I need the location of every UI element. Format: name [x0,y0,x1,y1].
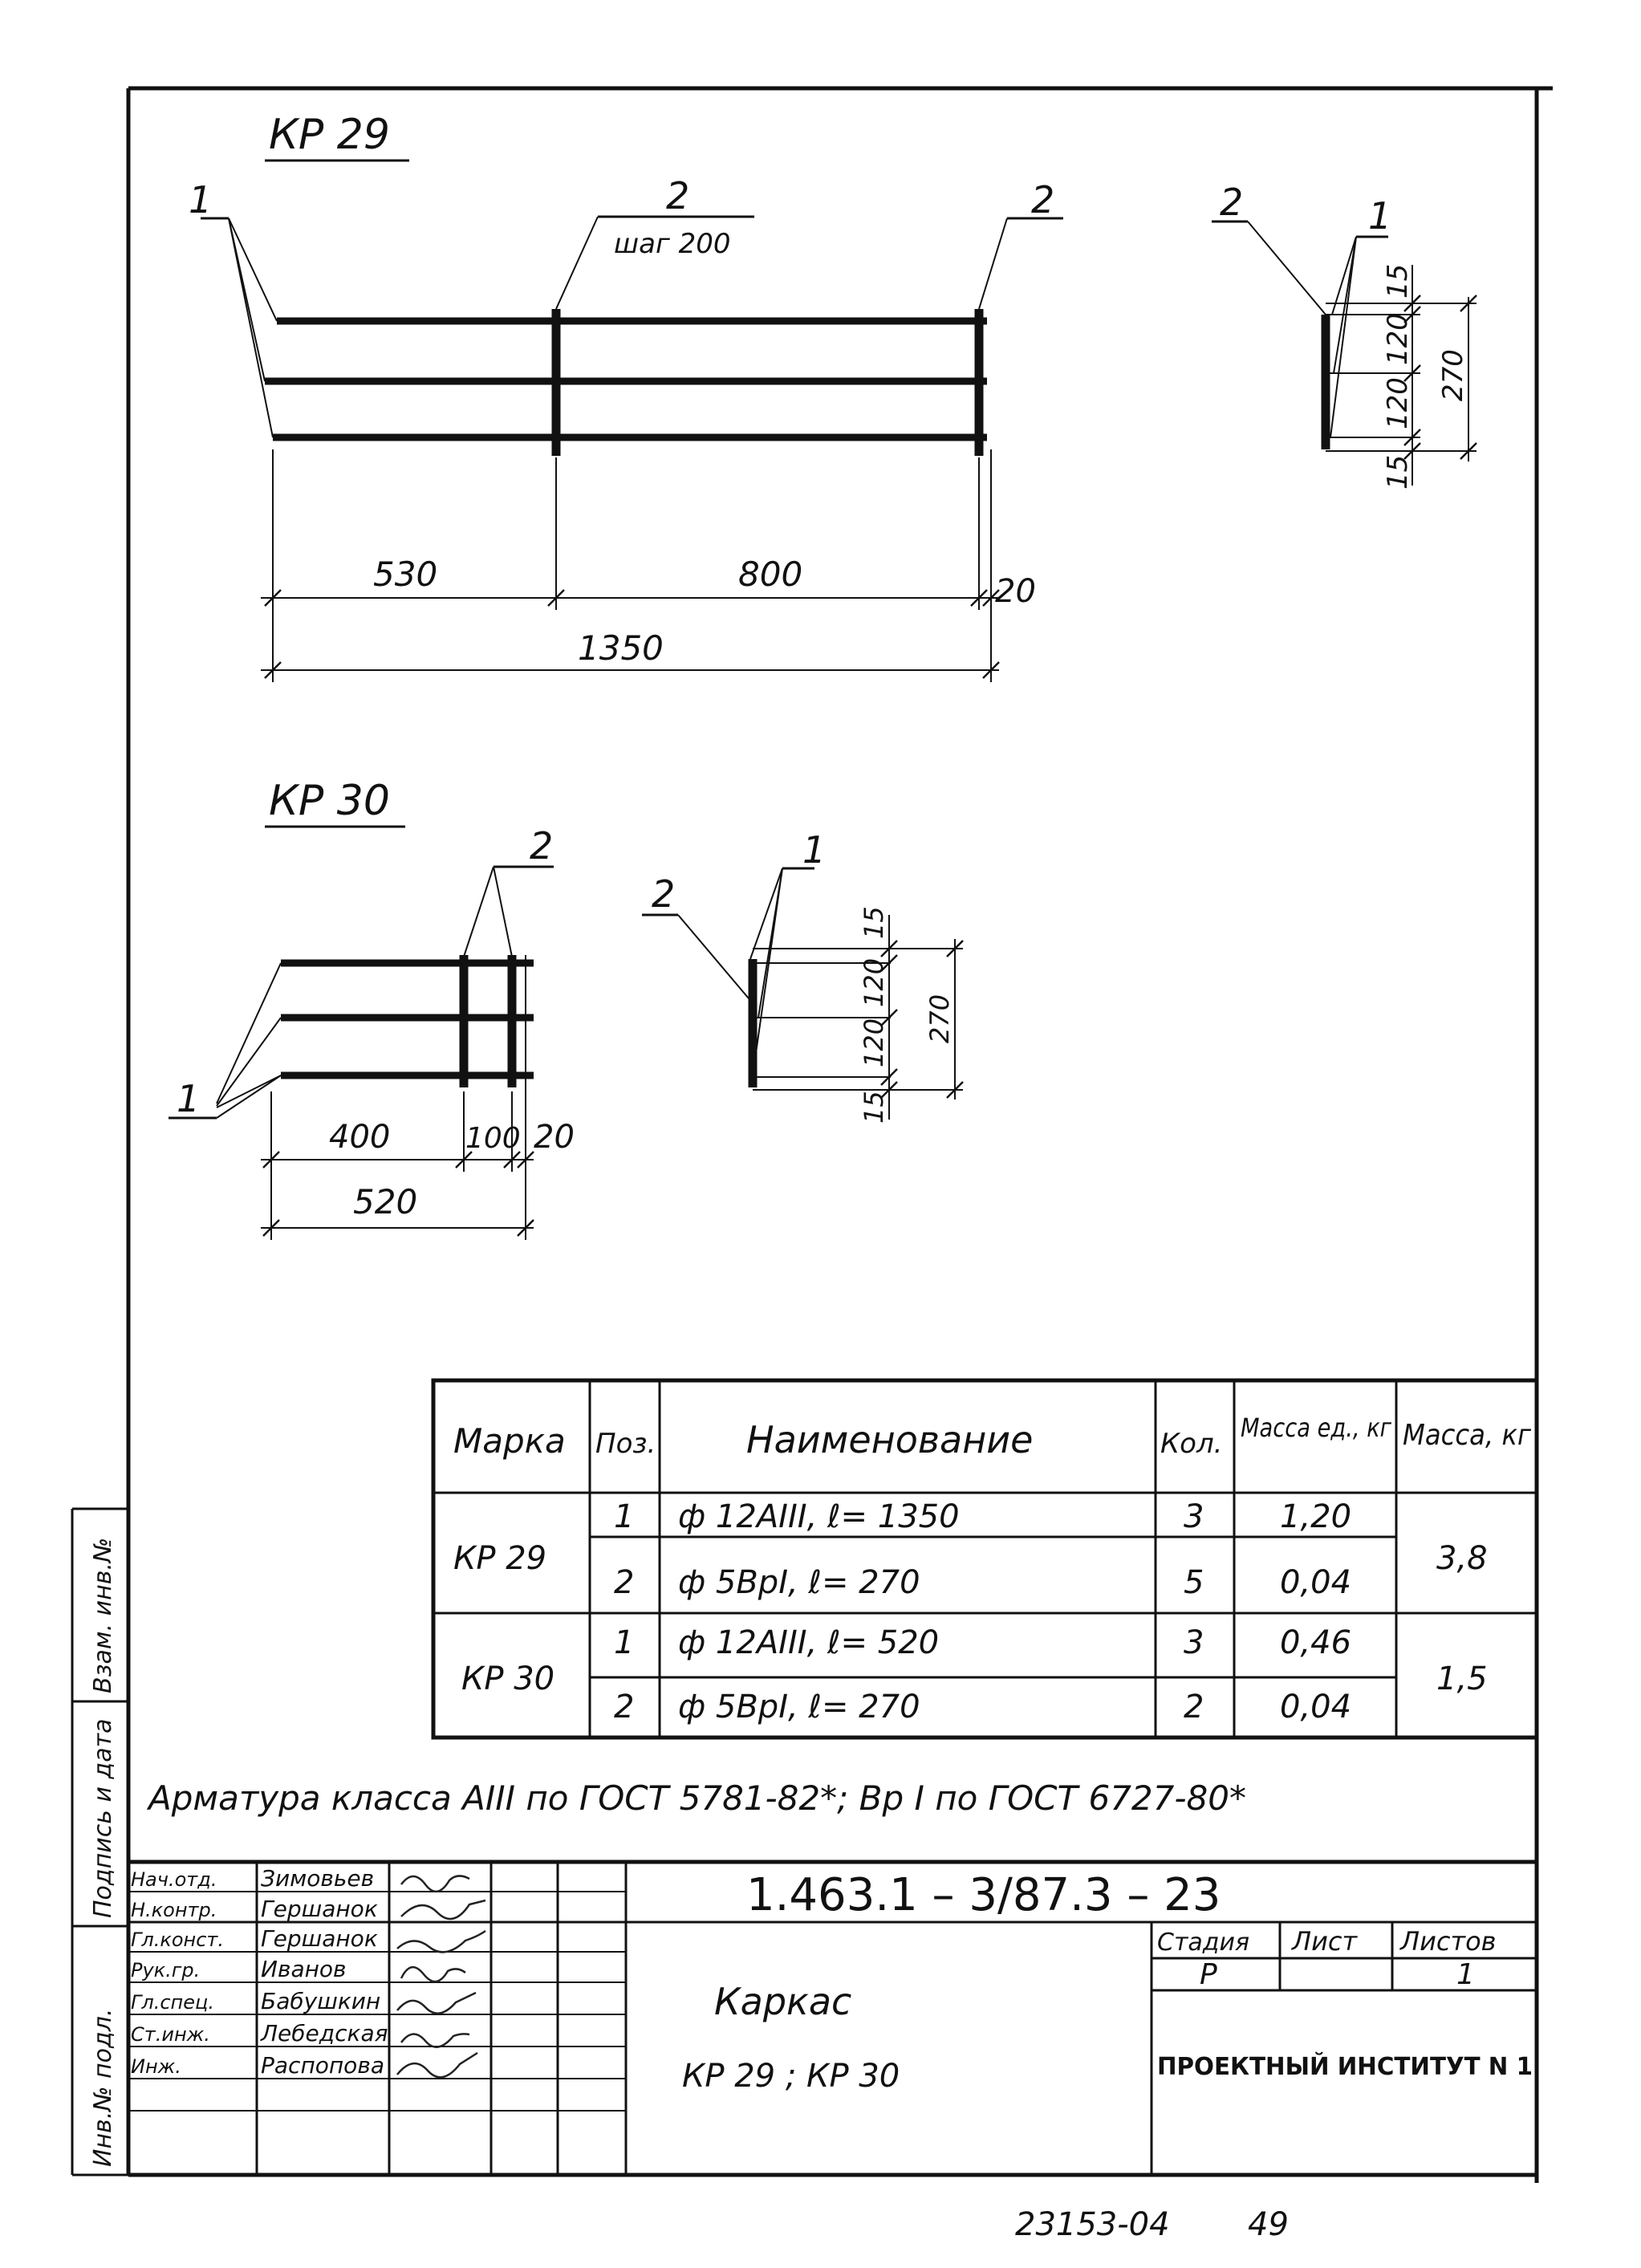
person-role-4: Рук.гр. [131,1959,201,1981]
kr30-section-callout-1: 1 [802,828,827,872]
kr29-callout-1: 1 [189,178,213,222]
person-name-6: Лебедская [261,2020,388,2046]
spec-row-4-unit-mass: 0,04 [1280,1689,1352,1725]
spec-row-3-name: ф 12АIII, ℓ= 520 [678,1624,940,1661]
kr29-section-dim-270: 270 [1437,349,1469,401]
kr29-callout-2: 2 [666,174,690,217]
person-name-1: Зимовьев [261,1865,375,1892]
spec-row-1-name: ф 12АIII, ℓ= 1350 [678,1498,960,1535]
stage-value: Р [1200,1958,1217,1991]
stage-label: Стадия [1157,1929,1250,1957]
side-inv-replace: Взам. инв.№ [89,1537,117,1693]
kr30-title: КР 30 [269,777,390,825]
spec-row-2-name: ф 5ВрI, ℓ= 270 [678,1564,920,1601]
kr30-section-dim-120-bottom: 120 [859,1018,889,1067]
person-role-5: Гл.спец. [131,1991,214,2014]
kr30-dim-520: 520 [353,1182,418,1221]
person-name-3: Гершанок [261,1925,378,1952]
person-name-5: Бабушкин [261,1988,381,2014]
spec-header-name: Наименование [746,1418,1034,1461]
side-inv-orig: Инв.№ подл. [89,2008,117,2167]
kr30-callout-2: 2 [530,824,554,868]
kr29-section-dim-120-top: 120 [1382,313,1414,365]
sheet-label: Лист [1292,1926,1358,1957]
spec-row-3-pos: 1 [614,1624,635,1661]
organization: ПРОЕКТНЫЙ ИНСТИТУТ N 1 [1157,2053,1541,2081]
spec-header-mass: Масса, кг [1403,1419,1532,1452]
person-role-6: Ст.инж. [131,2023,210,2046]
spec-row-2-pos: 2 [614,1564,635,1601]
kr30-section-dim-15-bottom: 15 [859,1091,889,1124]
spec-row-1-mass: 3,8 [1436,1540,1488,1577]
spec-row-3-mark: КР 30 [461,1660,555,1697]
kr30-elevation [169,777,575,1240]
kr29-section-callout-1: 1 [1368,194,1392,238]
spec-row-1-qty: 3 [1184,1498,1204,1535]
kr29-section-callout-2: 2 [1220,181,1244,224]
kr29-elevation [189,111,1063,682]
spec-row-1-pos: 1 [614,1498,635,1535]
kr30-dim-400: 400 [329,1119,391,1156]
kr30-dim-100: 100 [465,1122,521,1155]
spec-row-4-name: ф 5ВрI, ℓ= 270 [678,1689,920,1725]
spec-row-1-mark: КР 29 [453,1540,547,1577]
side-sign-date: Подпись и дата [89,1718,117,1918]
spec-row-3-unit-mass: 0,46 [1280,1624,1352,1661]
person-role-7: Инж. [131,2055,181,2078]
kr30-dim-20: 20 [534,1119,575,1156]
kr29-section-dim-120-bottom: 120 [1382,377,1414,429]
person-name-7: Распопова [261,2052,384,2079]
spec-row-1-unit-mass: 1,20 [1280,1498,1352,1535]
drawing-code: 1.463.1 – 3/87.3 – 23 [746,1869,1221,1921]
sheets-value: 1 [1456,1958,1475,1991]
kr30-section-dim-270: 270 [924,994,955,1043]
spec-row-4-pos: 2 [614,1689,635,1725]
person-name-4: Иванов [261,1956,347,1982]
spec-row-2-qty: 5 [1184,1564,1204,1601]
person-role-2: Н.контр. [131,1899,217,1921]
kr29-dim-800: 800 [738,555,803,594]
kr30-section [642,828,963,1124]
spec-row-3-qty: 3 [1184,1624,1204,1661]
person-name-2: Гершанок [261,1896,378,1922]
side-stamp [72,1509,128,2175]
spec-header-unit-mass: Масса ед., кг [1241,1412,1392,1443]
page-number: 49 [1248,2206,1289,2243]
kr29-dim-20: 20 [995,573,1036,610]
spec-header-qty: Кол. [1160,1428,1223,1460]
kr29-dim-530: 530 [373,555,438,594]
spec-row-2-unit-mass: 0,04 [1280,1564,1352,1601]
sheets-label: Листов [1400,1926,1497,1957]
kr29-callout-2-note: шаг 200 [614,228,731,260]
kr29-section-dim-15-bottom: 15 [1382,454,1414,490]
kr30-section-dim-15-top: 15 [859,906,889,939]
reinforcement-note: Арматура класса АIII по ГОСТ 5781-82*; Вр I по ГОСТ 6727-80* [148,1778,1246,1818]
archive-number: 23153-04 [1015,2206,1170,2243]
kr29-callout-2-right: 2 [1031,178,1055,222]
spec-table [433,1380,1537,1738]
spec-header-pos: Поз. [595,1428,656,1460]
spec-row-3-mass: 1,5 [1436,1660,1488,1697]
kr30-section-dim-120-top: 120 [859,957,889,1007]
drawing-name-line2: КР 29 ; КР 30 [682,2058,900,2095]
person-role-3: Гл.конст. [131,1929,225,1951]
spec-row-4-qty: 2 [1184,1689,1204,1725]
kr30-section-callout-2: 2 [652,872,676,916]
kr30-callout-1: 1 [177,1077,201,1120]
person-role-1: Нач.отд. [131,1868,217,1891]
kr29-section-dim-15-top: 15 [1382,263,1414,299]
kr29-section [1212,181,1476,490]
kr29-dim-1350: 1350 [578,628,664,668]
kr29-title: КР 29 [269,111,390,159]
title-block [128,1862,1541,2175]
spec-header-mark: Марка [453,1421,566,1461]
drawing-name-line1: Каркас [714,1980,852,2023]
